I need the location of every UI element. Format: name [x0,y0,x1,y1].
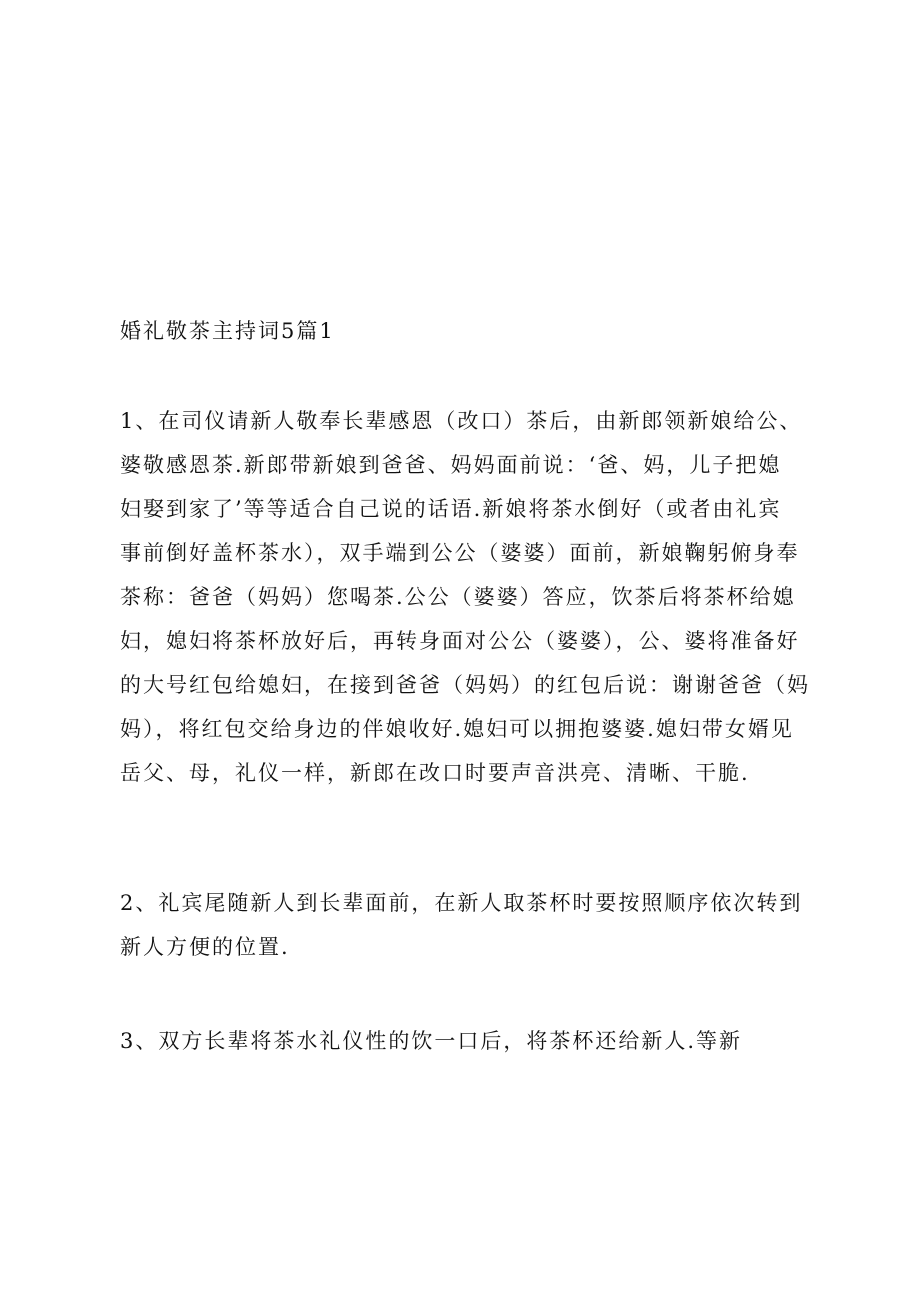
paragraph-line: 婆敬感恩茶.新郎带新娘到爸爸、妈妈面前说：‘爸、妈，儿子把媳 [120,453,782,477]
paragraph-line: 妇，媳妇将茶杯放好后，再转身面对公公（婆婆），公、婆将准备好 [120,629,800,653]
paragraph-line: 事前倒好盖杯茶水），双手端到公公（婆婆）面前，新娘鞠躬俯身奉 [120,541,800,565]
paragraph-line: 妈），将红包交给身边的伴娘收好.媳妇可以拥抱婆婆.媳妇带女婿见 [120,717,794,741]
paragraph-line: 的大号红包给媳妇，在接到爸爸（妈妈）的红包后说：谢谢爸爸（妈 [120,673,810,697]
paragraph-line: 妇娶到家了’等等适合自己说的话语.新娘将茶水倒好（或者由礼宾 [120,497,782,521]
paragraph-3 [120,1019,820,1063]
paragraph-line: 茶称：爸爸（妈妈）您喝茶.公公（婆婆）答应，饮茶后将茶杯给媳 [120,585,796,609]
document-title: 婚礼敬茶主持词5篇1 [120,319,335,343]
paragraph-line: 新人方便的位置. [120,935,290,959]
paragraph-line: 3、双方长辈将茶水礼仪性的饮一口后，将茶杯还给新人.等新 [120,1029,743,1053]
paragraph-1 [120,399,820,795]
paragraph-line: 2、礼宾尾随新人到长辈面前，在新人取茶杯时要按照顺序依次转到 [120,891,803,915]
paragraph-line: 1、在司仪请新人敬奉长辈感恩（改口）茶后，由新郎领新娘给公、 [120,409,803,433]
paragraph-line: 岳父、母，礼仪一样，新郎在改口时要声音洪亮、清晰、干脆. [120,761,750,785]
paragraph-2 [120,881,820,969]
